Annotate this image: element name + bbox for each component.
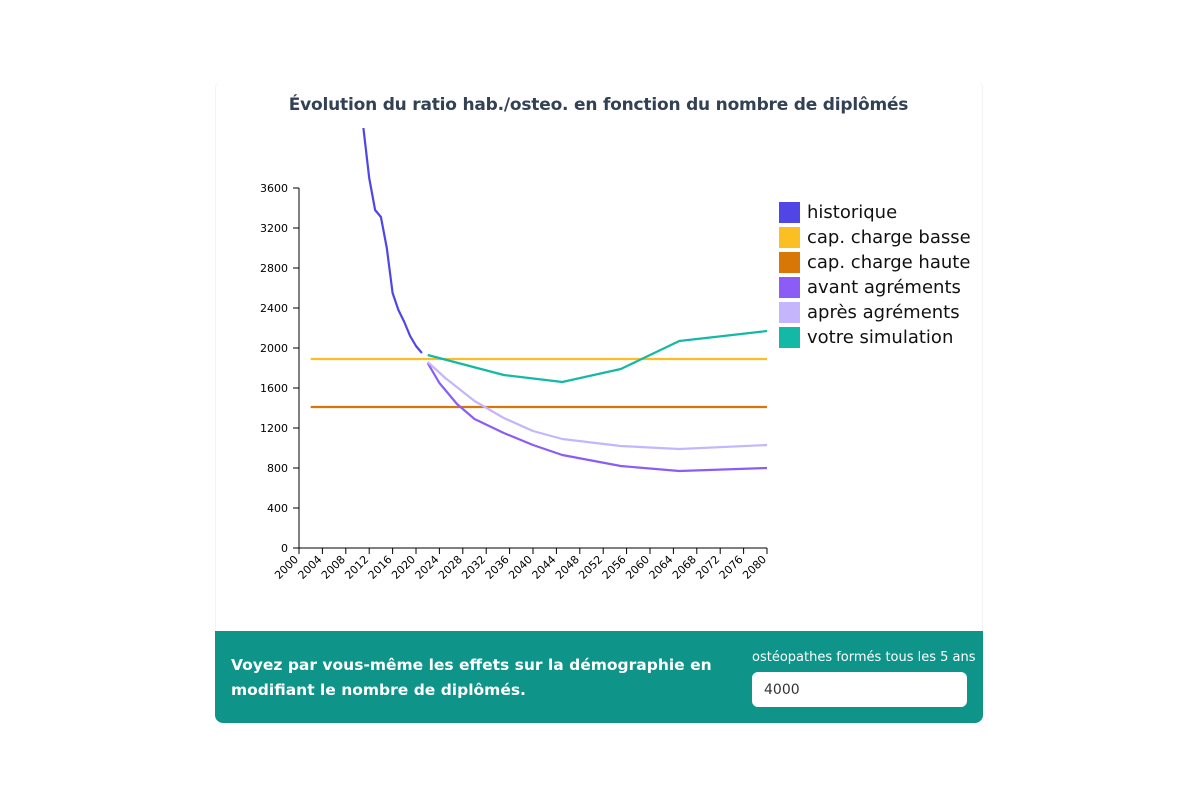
- x-tick-label: 2040: [506, 552, 536, 582]
- legend-swatch: [779, 252, 800, 273]
- chart-legend: [779, 200, 971, 350]
- legend-item: [779, 325, 971, 350]
- x-tick-label: 2044: [529, 552, 559, 582]
- legend-item: [779, 200, 971, 225]
- series-line-5: [428, 331, 767, 382]
- x-tick-label: 2000: [272, 552, 302, 582]
- x-tick-label: 2056: [599, 552, 629, 582]
- x-tick-label: 2032: [459, 552, 489, 582]
- x-tick-label: 2072: [693, 552, 723, 582]
- y-tick-label: 800: [267, 462, 288, 475]
- x-tick-label: 2080: [740, 552, 770, 582]
- simulation-panel: [215, 631, 983, 723]
- legend-item: [779, 275, 971, 300]
- y-tick-label: 3200: [260, 222, 288, 235]
- x-tick-label: 2036: [482, 552, 512, 582]
- legend-swatch: [779, 277, 800, 298]
- legend-item: [779, 250, 971, 275]
- x-tick-label: 2064: [646, 552, 676, 582]
- x-tick-label: 2004: [295, 552, 325, 582]
- x-tick-label: 2076: [716, 552, 746, 582]
- series-line-3: [428, 363, 767, 471]
- legend-label: cap. charge basse: [807, 227, 971, 248]
- x-tick-label: 2008: [318, 552, 348, 582]
- x-tick-label: 2020: [389, 552, 419, 582]
- x-tick-label: 2012: [342, 552, 372, 582]
- x-tick-label: 2060: [623, 552, 653, 582]
- x-tick-label: 2048: [552, 552, 582, 582]
- legend-label: avant agréments: [807, 277, 961, 298]
- x-tick-label: 2052: [576, 552, 606, 582]
- legend-swatch: [779, 302, 800, 323]
- y-tick-label: 3600: [260, 182, 288, 195]
- graduates-input[interactable]: [752, 672, 967, 707]
- y-tick-label: 1200: [260, 422, 288, 435]
- x-tick-label: 2024: [412, 552, 442, 582]
- legend-label: cap. charge haute: [807, 252, 971, 273]
- legend-item: [779, 225, 971, 250]
- y-tick-label: 2800: [260, 262, 288, 275]
- series-line-0: [363, 128, 422, 353]
- x-tick-label: 2028: [435, 552, 465, 582]
- legend-swatch: [779, 227, 800, 248]
- y-tick-label: 2400: [260, 302, 288, 315]
- legend-label: après agréments: [807, 302, 960, 323]
- x-tick-label: 2016: [365, 552, 395, 582]
- graduates-field-label: ostéopathes formés tous les 5 ans: [752, 650, 976, 665]
- panel-description: Voyez par vous-même les effets sur la démographie en modifiant le nombre de diplômés.: [231, 656, 712, 699]
- legend-label: historique: [807, 202, 898, 223]
- y-tick-label: 400: [267, 502, 288, 515]
- x-tick-label: 2068: [669, 552, 699, 582]
- legend-swatch: [779, 327, 800, 348]
- y-tick-label: 0: [281, 542, 288, 555]
- chart-title: Évolution du ratio hab./osteo. en fonction du nombre de diplômés: [288, 95, 909, 115]
- legend-label: votre simulation: [807, 327, 954, 348]
- y-tick-label: 2000: [260, 342, 288, 355]
- legend-swatch: [779, 202, 800, 223]
- y-tick-label: 1600: [260, 382, 288, 395]
- legend-item: [779, 300, 971, 325]
